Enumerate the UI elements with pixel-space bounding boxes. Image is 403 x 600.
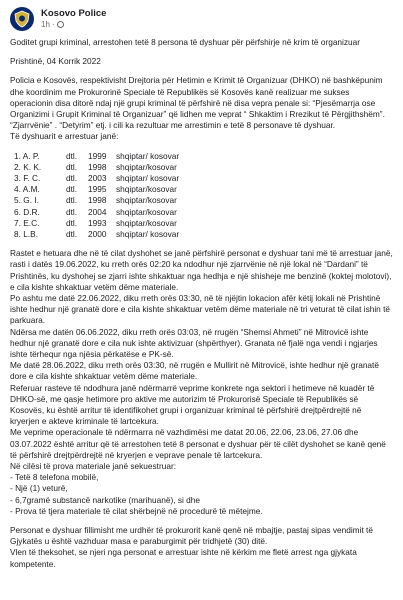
list-item: - Një (1) veturë,: [10, 483, 68, 494]
paragraph-case-3: Ndërsa me datën 06.06.2022, diku rreth orës 03:03, në rrugën “Shemsi Ahmeti” në Mitrovicë ishte hedhur një granatë dore e cila nuk ishte aktivizuar (shpërthyer). Granata në fjalë nga vendi i ngjarjes ishte tërhequr nga njësia përkatëse e PK-së.: [10, 326, 378, 359]
post-body: [10, 37, 393, 570]
paragraph-case-4: Me datë 28.06.2022, diku rreth orës 03:30, në rrugën e Mullirit në Mitrovicë, ishte hedhur një granatë dore e cila kishte shkaktuar vetëm dëme materiale.: [10, 360, 379, 382]
page-name-link[interactable]: Kosovo Police: [41, 8, 107, 19]
paragraph-case-2: Po ashtu me datë 22.06.2022, diku rreth orës 03:30, në të njëjtin lokacion afër këtij lokali në Prishtinë ishte hedhur një granatë dore e cila kishte shkaktuar vetëm dëme materiale në tri veturat të cilat ishin të parkuara.: [10, 292, 391, 326]
kosovo-police-logo-avatar[interactable]: [10, 7, 34, 31]
meta-separator: ·: [51, 20, 55, 29]
list-item: 6. D.R. dtl. 2004 shqiptar/kosovar: [14, 206, 177, 217]
list-item: - 6,7gramë substancë narkotike (marihuanë), si dhe: [10, 494, 201, 505]
list-item: 1. A. P. dtl. 1999 shqiptar/ kosovar: [14, 150, 180, 161]
post-meta: [41, 19, 106, 30]
list-item: 8. L.B. dtl. 2000 shqiptar/ kosovar: [14, 228, 180, 239]
police-badge-icon: [13, 10, 31, 28]
list-item: 5. G. I. dtl. 1998 shqiptar/kosovar: [14, 195, 177, 206]
paragraph-actions: Me veprime operacionale të ndërmarra në vazhdimësi me datat 20.06, 22.06, 23.06, 27.06 dhe 03.07.2022 është arritur që të arrestohen tetë 8 personat e dyshuar për të cilët dyshohet se kanë qenë të përfshirë drejtpërdrejtë në kryerjen e veprave penale të lartcekura.: [10, 427, 386, 460]
list-item: 4. A.M. dtl. 1995 shqiptar/kosovar: [14, 184, 177, 195]
list-item: - Prova të tjera materiale të cilat shërbejnë në procedurë të mëtejme.: [10, 505, 263, 516]
post-intro: Policia e Kosovës, respektivisht Drejtoria për Hetimin e Krimit të Organizuar (DHKO) në bashkëpunim dhe koordinim me Prokurorinë Speciale të Republikës së Kosovës kanë realizuar me sukses operacionin disa ditorë ndaj një grupi kriminal të përfshirë në disa vepra penale si: “Pjesëmarrja ose Organizimi i Grupit Kriminal të Organizuar” që lidhen me veprat “ Shkaktim i Rrezikut të Përgjithshëm”. “Zjarrvënie” . “Detyrim” etj. i cili ka rezultuar me arrestimin e tetë 8 personave të dyshuar.: [10, 75, 385, 131]
suspects-list: [10, 151, 393, 241]
post-header: [10, 4, 393, 34]
list-item: 3. F. C. dtl. 2003 shqiptar/ kosovar: [14, 173, 180, 183]
paragraph-note: Vlen të theksohet, se njeri nga personat e arrestuar ishte në kërkim me fletë arrest nga gjykata kompetente.: [10, 547, 357, 569]
suspects-label: Të dyshuarit e arrestuar janë:: [10, 131, 119, 142]
evidence-label: Në cilësi të prova materiale janë sekuestruar:: [10, 460, 177, 471]
list-item: 7. E.C. dtl. 1993 shqiptar/kosovar: [14, 217, 177, 228]
post-time[interactable]: 1h: [41, 20, 50, 29]
paragraph-detention: Personat e dyshuar fillimisht me urdhër të prokurorit kanë qenë në mbajtje, pastaj sipas vendimit të Gjykatës u është vazhduar masa e paraburgimit për tridhjetë (30) ditë.: [10, 525, 373, 547]
post-dateline: Prishtinë, 04 Korrik 2022: [10, 56, 101, 67]
paragraph-case-1: Rastet e hetuara dhe në të cilat dyshohet se janë përfshirë personat e dyshuar tani më të arrestuar janë, rasti i datës 19.06.2022, ku rreth orës 02:20 ka ndodhur një zjarrvënie në një lokal në “Dardani” të Prishtinës, ku dyshohej se zjarri ishte shkaktuar nga hedhja e një shisheje me benzinë (koktej molotovi), e cila kishte shkaktuar vetëm dëme materiale.: [10, 248, 393, 292]
list-item: 2. K. K. dtl. 1998 shqiptar/kosovar: [14, 161, 177, 172]
paragraph-reference: Referuar rasteve të ndodhura janë ndërmarrë veprime konkrete nga sektori i hetimeve në kuadër të DHKO-së, me qasje hetimore pro aktive me autorizim të Prokurorisë Speciale të Republikës së Kosovës, ku është arritur të identifikohet grupi i organizuar kriminal të përfshirë drejtpërdrejtë në kryerjen e akteve kriminale të lartcekura.: [10, 382, 375, 427]
public-globe-icon: [57, 21, 64, 28]
post-headline: Goditet grupi kriminal, arrestohen tetë 8 persona të dyshuar për përfshirje në krim të organizuar: [10, 37, 361, 47]
list-item: - Tetë 8 telefona mobilë,: [10, 472, 99, 483]
